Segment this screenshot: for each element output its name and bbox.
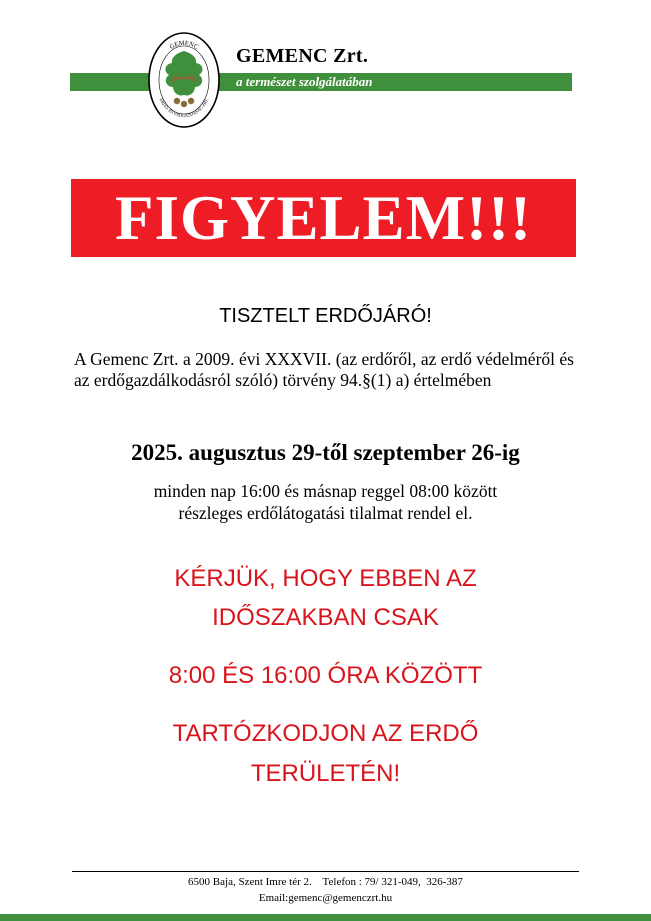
company-tagline: a természet szolgálatában bbox=[236, 74, 373, 89]
alert-banner bbox=[71, 179, 576, 257]
company-name: GEMENC Zrt. bbox=[236, 45, 369, 67]
notice-line: IDŐSZAKBAN CSAK bbox=[212, 604, 439, 631]
notice-line: 8:00 ÉS 16:00 ÓRA KÖZÖTT bbox=[168, 662, 483, 689]
ban-date-range: 2025. augusztus 29-től szeptember 26-ig bbox=[131, 440, 520, 465]
footer-divider bbox=[72, 871, 579, 872]
notice-line: KÉRJÜK, HOGY EBBEN AZ bbox=[174, 565, 477, 592]
footer-email: Email:gemenc@gemenczrt.hu bbox=[258, 892, 393, 904]
decree-line: részleges erdőlátogatási tilalmat rendel el. bbox=[178, 503, 473, 523]
decree-text bbox=[0, 480, 651, 524]
legal-intro-paragraph: A Gemenc Zrt. a 2009. évi XXXVII. (az erdőről, az erdő védelméről és az erdőgazdálkodásról szóló) törvény 94.§(1) a) értelmében bbox=[74, 349, 574, 390]
alert-title: FIGYELEM!!! bbox=[115, 182, 532, 253]
decree-line: minden nap 16:00 és másnap reggel 08:00 között bbox=[153, 481, 498, 501]
svg-text:GEMENC: GEMENC bbox=[168, 39, 200, 51]
company-logo-icon bbox=[147, 31, 221, 129]
notice-line: TERÜLETÉN! bbox=[250, 760, 401, 787]
notice-line: TARTÓZKODJON AZ ERDŐ bbox=[172, 720, 479, 747]
footer-address: 6500 Baja, Szent Imre tér 2. Telefon : 79/ 321-049, 326-387 bbox=[188, 876, 463, 888]
footer-green-band bbox=[0, 914, 651, 921]
salutation: TISZTELT ERDŐJÁRÓ! bbox=[219, 305, 432, 327]
svg-text:ERDŐ- ÉS VADGAZDASÁG ZRT.: ERDŐ- ÉS VADGAZDASÁG ZRT. bbox=[158, 97, 210, 119]
